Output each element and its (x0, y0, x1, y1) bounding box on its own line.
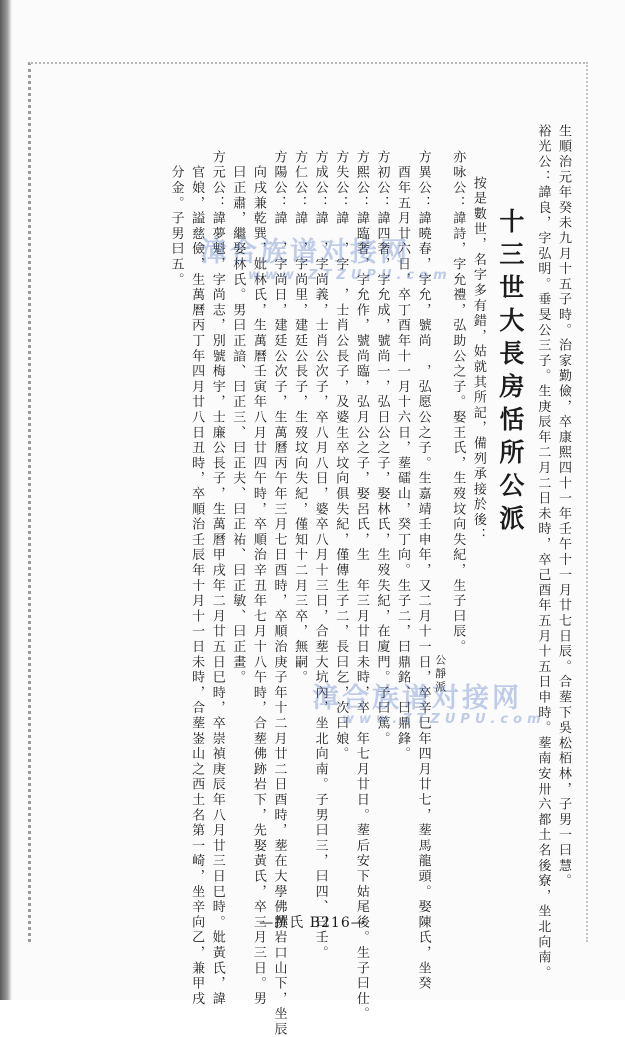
watermark-url: www.ZTZUPU.com (248, 268, 452, 283)
text-column: 方陽公：諱 ，字尚日，建廷公次子，生萬曆丙午年三月七日酉時，卒順治庚子年十二月廿二日酉時，塟在大學佛跡岩口山下，坐辰 (271, 150, 287, 1037)
text-column: 方失公：諱 ，字 ，士肖公長子，及婆生卒坟向俱失紀，僅傳生子二，長曰乞，次曰娘。 (333, 150, 349, 762)
text-column: 裕光公：諱良，字弘明。垂旻公三子。生庚辰年二月二日未時，卒己酉年五月十五日申時。塟南安卅六都土名後寮，坐北向南。 (535, 124, 551, 981)
text-column: 曰正肅，繼娶林氏。男曰正諳、曰正三、曰正夫、曰正祐、曰正敏、曰正畫。 (230, 150, 246, 686)
text-column: 方成公：諱 ，字尚義，士肖公次子，卒八月八日，婆卒八月十三日，合塟大坑內，坐北向南。子男曰三，曰四、曰壬。 (312, 150, 328, 961)
text-column: 官娘，謚慈儉，生萬曆丙丁年四月廿八日丑時，卒順治壬辰年十月十一日未時，合塟崟山之西土名第一崎，坐辛向乙，兼甲戌 (189, 150, 205, 1007)
text-column: 按是數世，名字多有錯，姑就其所記，備列承接於後： (470, 176, 486, 544)
text-column: 方初公：諱四奢，字允成，號尚一，弘日公之子，娶林氏，生歿失紀，在廈門。子曰篤。 (374, 150, 390, 747)
text-column: 向戌兼乾巽，妣林氏，生萬曆壬寅年八月廿四午時，卒順治辛丑年七月十八午時，合塟佛跡岩下，先娶黃氏，卒三月三日。男 (250, 150, 266, 1007)
text-column: 酉年五月廿六日，卒丁酉年十一月十六日，塟礌山，癸丁向。生子二，曰鼎銘、曰鼎鋒。 (395, 150, 411, 762)
genealogy-text (165, 124, 573, 1037)
text-column: 方異公：諱曉春，字允，號尚 ，弘愿公之子。生嘉靖壬申年，又二月十一日，卒辛巳年四月廿七，塟馬龍頭。娶陳氏，坐癸 (415, 150, 431, 992)
watermark-text: 漳合族谱对接网 (200, 237, 410, 268)
text-column: 生順治元年癸未九月十五子時。治家勤儉，卒康熙四十一年壬午十一月廿七日辰。合塟下吳松栢林，子男一曰慧。 (556, 124, 571, 889)
watermark-url: www.ZTZUPU.com (342, 712, 546, 727)
text-column: 方熙公：諱臨奢，字允作，號尚臨，弘月公之子，娶呂氏，生 年三月廿日未時，卒 年七月廿日。塟后安下姑尾後。生子曰仕。 (353, 150, 369, 1023)
text-column: 分金。子男曰五。 (168, 150, 184, 288)
margin-note: 公靜派 (433, 654, 447, 694)
section-title: 十三世大長房恬所公派 (495, 208, 525, 538)
text-column: 方仁公：諱 ，字尚里，建廷公長子，生歿坟向失紀，僅知十二月三卒，無嗣。 (292, 150, 308, 686)
text-column: 亦咏公：諱詩，字允禮，弘助公之子。娶王氏，生歿坟向失紀，生子曰辰。 (450, 150, 466, 655)
watermark-text: 漳合族谱对接网 (312, 683, 522, 714)
scan-shadow-edge (0, 0, 12, 1000)
text-column: 方元公：諱夢魁，字尚志，別號梅宇，士廉公長子，生萬曆甲戌年二月廿五日巳時，卒崇禎庚辰年八月廿三日巳時。妣黃氏，諱 (209, 150, 225, 1007)
page-number: —撰氏 B216— (259, 915, 366, 931)
